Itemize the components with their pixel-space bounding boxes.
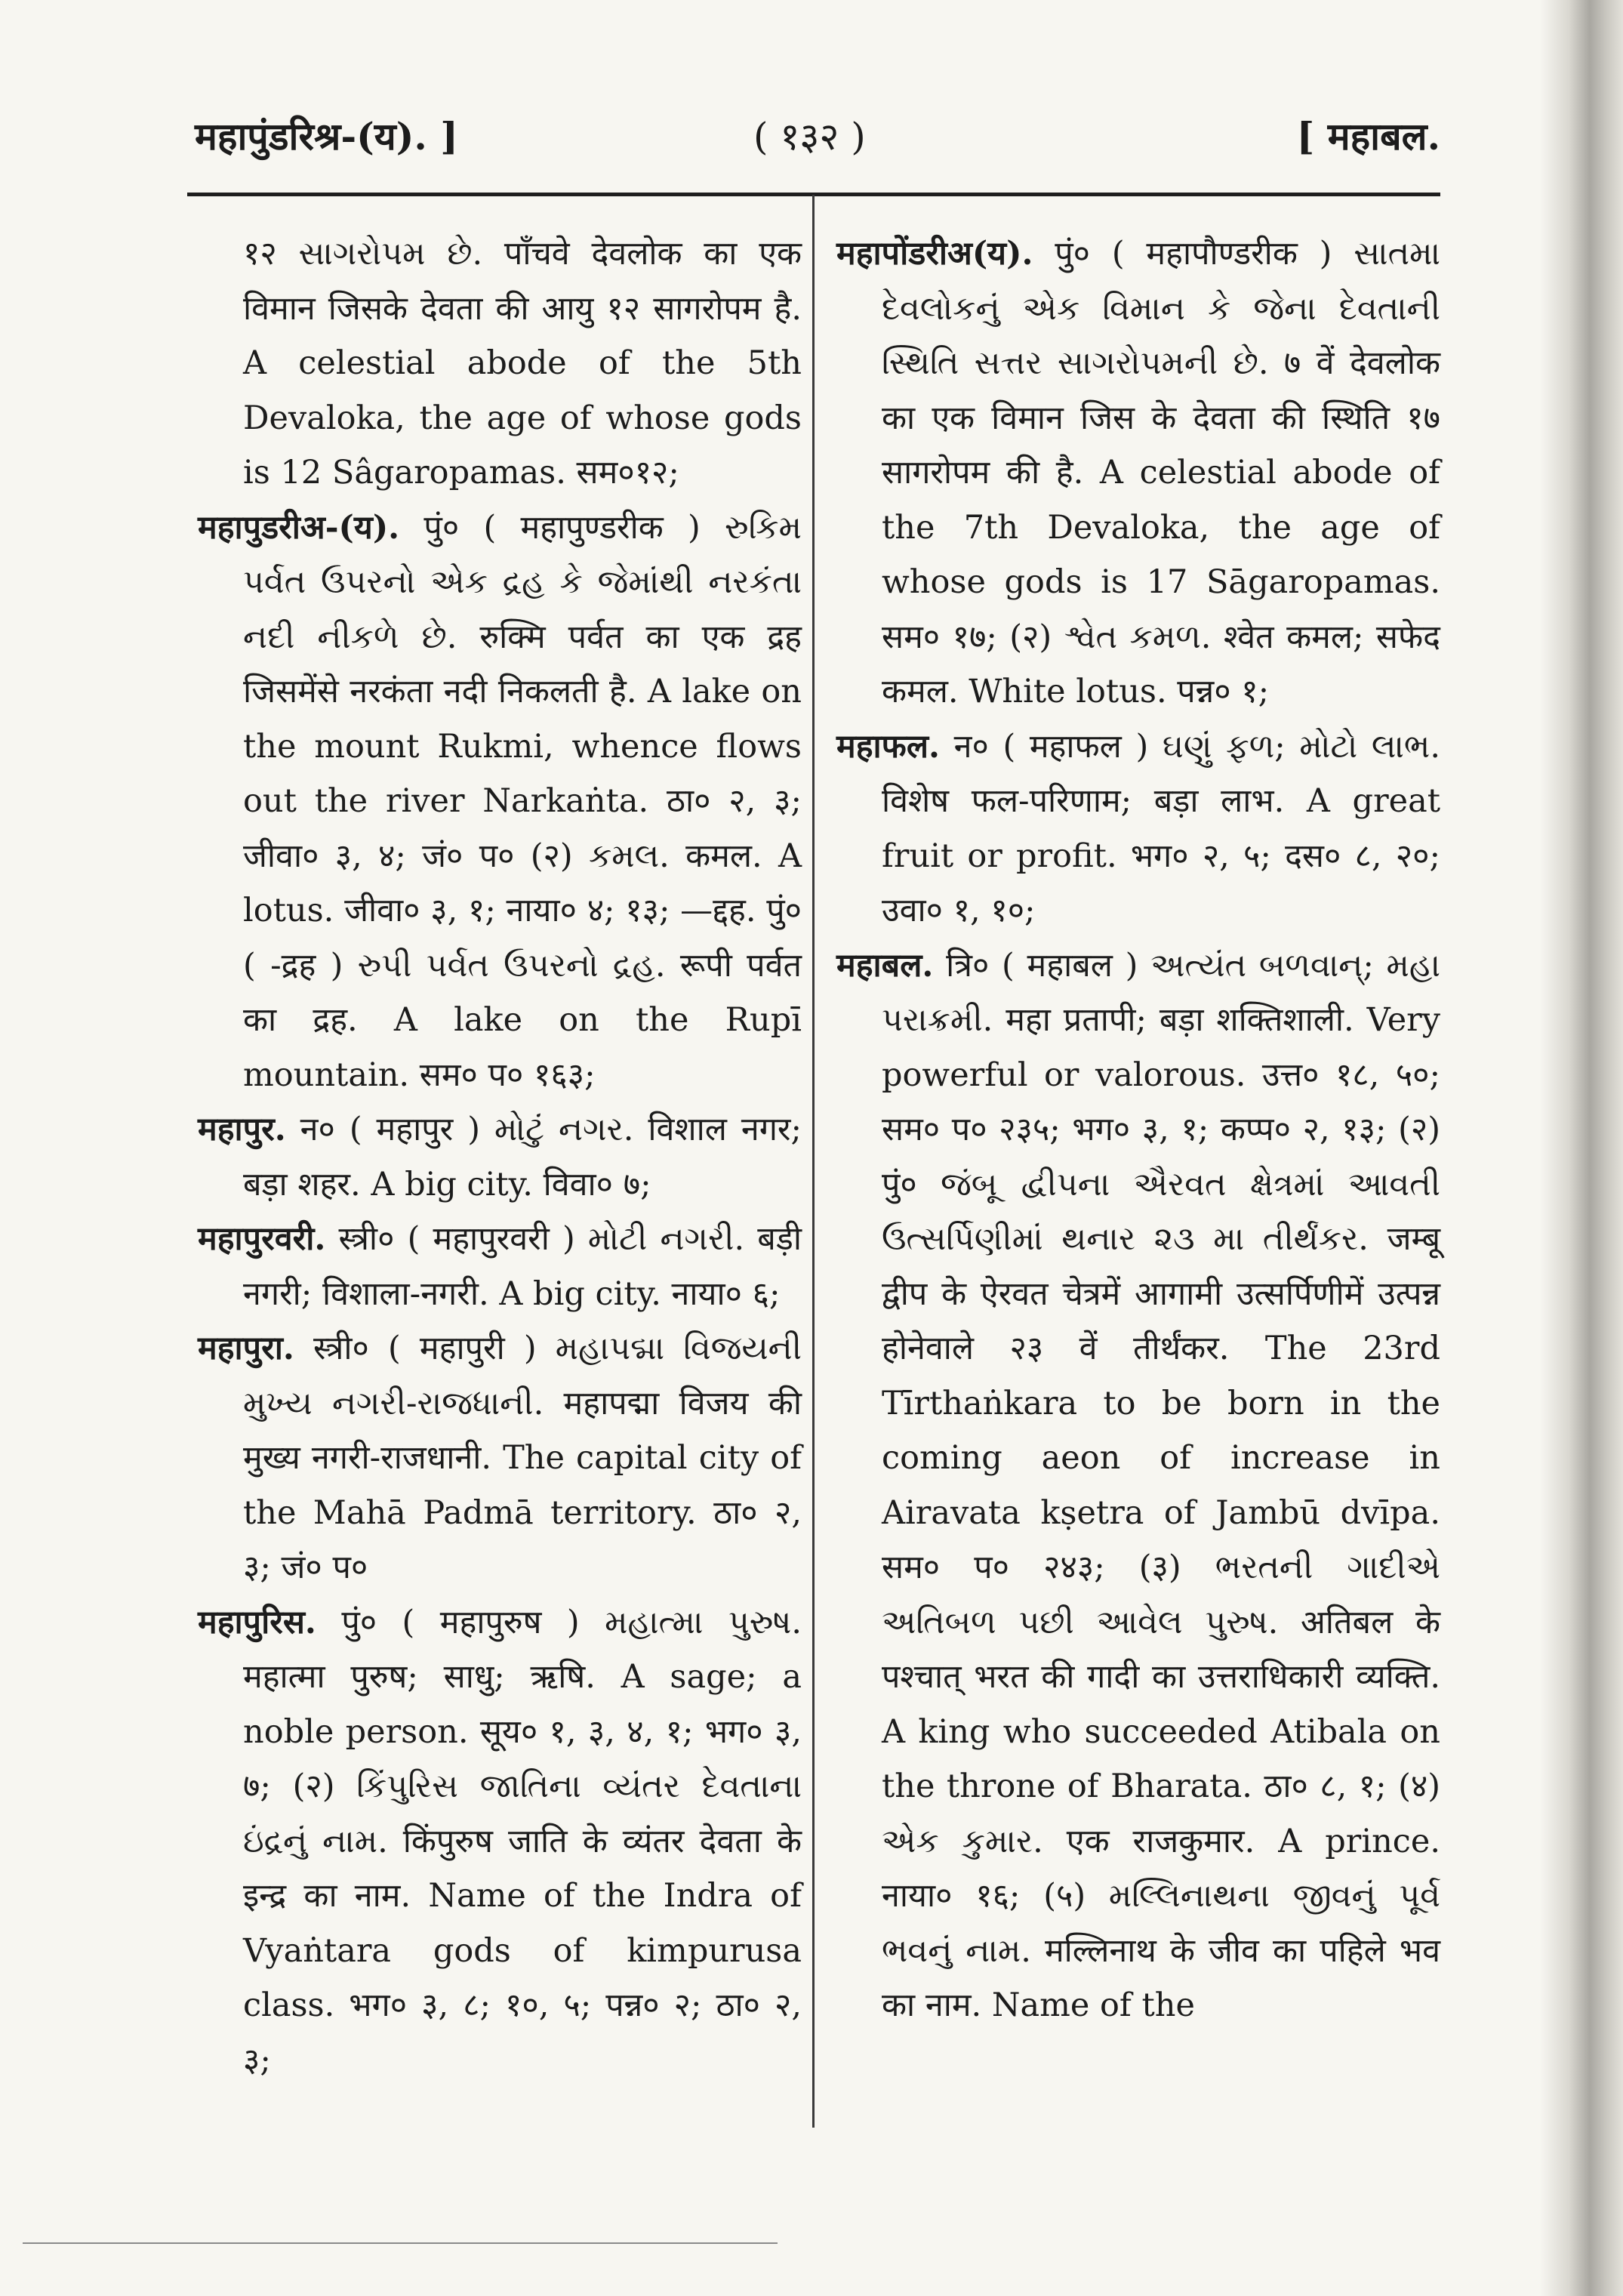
entry-headword: महाफल. bbox=[836, 727, 940, 766]
dictionary-entry bbox=[198, 1595, 802, 2088]
entry-headword: महाबल. bbox=[836, 946, 934, 985]
dictionary-entry bbox=[198, 501, 802, 1103]
entry-text: न० ( महाफल ) ઘણું ફળ; મોટો લાભ. विशेष फल-परिणाम; बड़ा लाभ. A great fruit or profit. भग० २, ५; दस० ८, २०; उवा० १, १०; bbox=[882, 727, 1440, 929]
entry-text: स्त्री० ( महापुरवरी ) મોટી નગરી. बड़ी नगरी; विशाला-नगरी. A big city. नाया० ६; bbox=[243, 1220, 802, 1313]
entry-headword: महापोंडरीअ(य). bbox=[836, 235, 1033, 273]
entry-headword: महापुर. bbox=[198, 1111, 286, 1148]
book-spine-shadow bbox=[1540, 0, 1623, 2296]
dictionary-entry bbox=[836, 227, 1440, 720]
entry-text: न० ( महापुर ) મોટું નગર. विशाल नगर; बड़ा शहर. A big city. विवा० ७; bbox=[243, 1111, 802, 1203]
column-divider bbox=[812, 195, 815, 2128]
dictionary-entry bbox=[198, 227, 802, 501]
dictionary-entry bbox=[836, 938, 1440, 2033]
page-header bbox=[195, 102, 1440, 170]
footer-rule bbox=[23, 2242, 778, 2244]
header-left-guide-word: महापुंडरिश्र-(य). ] bbox=[195, 114, 458, 159]
left-column bbox=[198, 227, 802, 2088]
entry-text: पुं० ( महापुण्डरीक ) રુકિમ પર્વત ઉપરનો એક દ્રહ કે જેમાંથી નરકંતા નદી નીકળે છે. रुक्मि पर्वत का एक द्रह जिसमेंसे नरकंता नदी निकलती है. A lake on the mount Rukmi, whence flows out the river Narkaṅta. ठा० २, ३; जीवा० ३, ४; जं० प० (२) કમલ. कमल. A lotus. जीवा० ३, १; नाया० ४; १३; —द्दह. पुं० ( -द्रह ) રુપી પર્વત ઉપરનો દ્રહ. रूपी पर्वत का द्रह. A lake on the Rupī mountain. सम० प० १६३; bbox=[243, 508, 802, 1094]
right-column bbox=[836, 227, 1440, 2033]
entry-headword: महापुरा. bbox=[198, 1330, 294, 1367]
entry-text: १२ સાગરોપમ છે. पाँचवे देवलोक का एक विमान जिसके देवता की आयु १२ सागरोपम है. A celestial abode of the 5th Devaloka, the age of whose gods is 12 Sâgaropamas. सम०१२; bbox=[243, 235, 802, 492]
header-right-guide-word: [ महाबल. bbox=[1296, 114, 1440, 159]
entry-headword: महापुरिस. bbox=[198, 1603, 316, 1641]
dictionary-entry bbox=[198, 1212, 802, 1321]
entry-headword: महापुडरीअ-(य). bbox=[198, 508, 400, 547]
entry-text: त्रि० ( महाबल ) અત્યંત બળવાન્; મહા પરાક્રમી. महा प्रतापी; बड़ा शक्तिशाली. Very powerful or valorous. उत्त० १८, ५०; सम० प० २३५; भग० ३, १; कप्प० २, १३; (२) पुं० જંબૂ દ્વીપના ઐરવત ક્ષેત્રમાં આવતી ઉત્સર્પિણીમાં થનાર ૨૩ મા તીર્થંકર. जम्बू द्वीप के ऐरवत चेत्रमें आगामी उत्सर्पिणीमें उत्पन्न होनेवाले २३ वें तीर्थंकर. The 23rd Tīrthaṅkara to be born in the coming aeon of increase in Airavata kṣetra of Jambū dvīpa. सम० प० २४३; (३) ભરતની ગાદીએ અતિબળ પછી આવેલ પુરુષ. अतिबल के पश्चात् भरत की गादी का उत्तराधिकारी व्यक्ति. A king who succeeded Atibala on the throne of Bharata. ठा० ८, १; (४) એક કુમાર. एक राजकुमार. A prince. नाया० १६; (५) મલ્લિનાથના જીવનું પૂર્વ ભવનું નામ. मल्लिनाथ के जीव का पहिले भव का नाम. Name of the bbox=[882, 946, 1440, 2024]
entry-text: पुं० ( महापुरुष ) મહાત્મા પુરુષ. महात्मा पुरुष; साधु; ऋषि. A sage; a noble person. सूय० १, ३, ४, १; भग० ३, ७; (२) કિંપુરિસ જાતિના વ્યંતર દેવતાના ઇંદ્રનું નામ. किंपुरुष जाति के व्यंतर देवता के इन्द्र का नाम. Name of the Indra of Vyaṅtara gods of kimpurusa class. भग० ३, ८; १०, ५; पन्न० २; ठा० २, ३; bbox=[243, 1603, 802, 2079]
page-number: ( १३२ ) bbox=[753, 115, 866, 159]
entry-text: स्त्री० ( महापुरी ) મહાપદ્મા વિજયની મુખ્ય નગરી-રાજધાની. महापद्मा विजय की मुख्य नगरी-राजधानी. The capital city of the Mahā Padmā territory. ठा० २, ३; जं० प० bbox=[243, 1330, 802, 1586]
dictionary-entry bbox=[836, 720, 1440, 938]
dictionary-entry bbox=[198, 1321, 802, 1595]
entry-text: पुं० ( महापौण्डरीक ) સાતમા દેવલોકનું એક વિમાન કે જેના દેવતાની સ્થિતિ સત્તર સાગરોપમની છે. ७ वें देवलोक का एक विमान जिस के देवता की स्थिति १७ सागरोपम की है. A celestial abode of the 7th Devaloka, the age of whose gods is 17 Sāgaropamas. सम० १७; (२) શ્વેત કમળ. श्वेत कमल; सफेद कमल. White lotus. पन्न० १; bbox=[882, 235, 1440, 710]
entry-headword: महापुरवरी. bbox=[198, 1220, 326, 1258]
dictionary-entry bbox=[198, 1102, 802, 1212]
